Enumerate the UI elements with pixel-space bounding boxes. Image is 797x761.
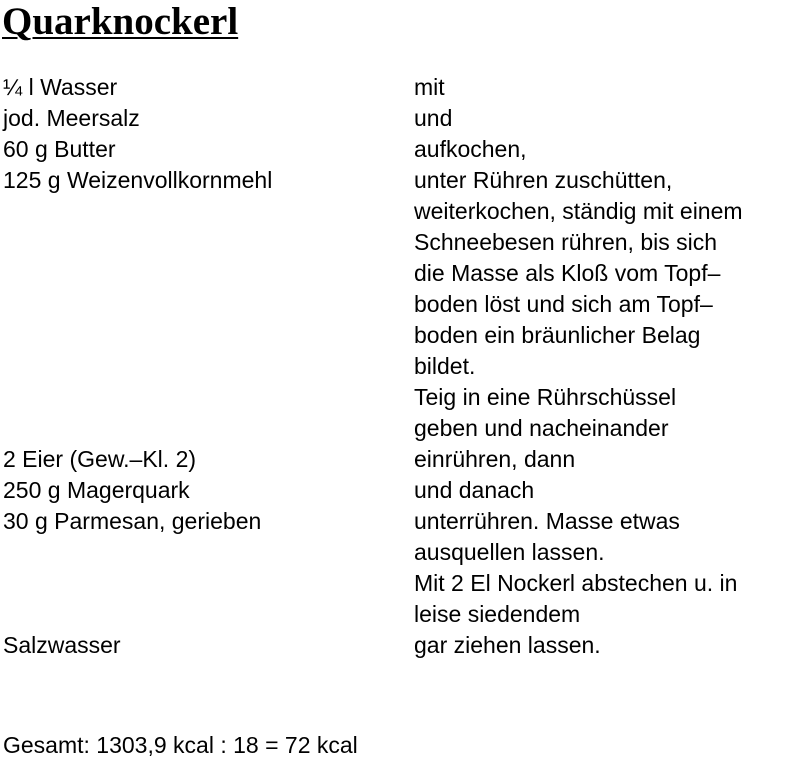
ingredient-cell	[0, 320, 414, 351]
recipe-row	[0, 475, 797, 506]
ingredient-cell	[0, 568, 414, 599]
ingredient-cell	[0, 351, 414, 382]
instruction-cell: und	[414, 105, 453, 131]
instruction-cell: gar ziehen lassen.	[414, 632, 601, 658]
instruction-cell: und danach	[414, 477, 535, 503]
ingredient-cell: ¼ l Wasser	[3, 74, 118, 100]
recipe-row	[0, 227, 797, 258]
instruction-cell: bildet.	[414, 353, 476, 379]
recipe-row	[0, 630, 797, 661]
instruction-cell: die Masse als Kloß vom Topf–	[414, 260, 721, 286]
ingredient-cell: 60 g Butter	[3, 136, 116, 162]
instruction-cell: geben und nacheinander	[414, 415, 669, 441]
instruction-cell: boden ein bräunlicher Belag	[414, 322, 701, 348]
instruction-cell: Teig in eine Rührschüssel	[414, 384, 677, 410]
recipe-title: Quarknockerl	[2, 0, 239, 43]
ingredient-cell	[0, 599, 414, 630]
ingredient-cell: 125 g Weizenvollkornmehl	[3, 167, 273, 193]
recipe-row	[0, 413, 797, 444]
ingredient-cell	[0, 382, 414, 413]
instruction-cell: einrühren, dann	[414, 446, 576, 472]
ingredient-cell: 30 g Parmesan, gerieben	[3, 508, 262, 534]
recipe-row	[0, 72, 797, 103]
ingredient-cell: 2 Eier (Gew.–Kl. 2)	[3, 446, 197, 472]
instruction-cell: weiterkochen, ständig mit einem	[414, 198, 743, 224]
instruction-cell: aufkochen,	[414, 136, 527, 162]
instruction-cell: unterrühren. Masse etwas	[414, 508, 680, 534]
ingredient-cell	[0, 413, 414, 444]
calorie-total: Gesamt: 1303,9 kcal : 18 = 72 kcal	[3, 732, 358, 758]
instruction-cell: Mit 2 El Nockerl abstechen u. in	[414, 570, 738, 596]
recipe-row	[0, 537, 797, 568]
instruction-cell: leise siedendem	[414, 601, 581, 627]
ingredient-cell: Salzwasser	[3, 632, 121, 658]
recipe-row	[0, 382, 797, 413]
ingredient-cell	[0, 227, 414, 258]
instruction-cell: mit	[414, 74, 445, 100]
instruction-cell: Schneebesen rühren, bis sich	[414, 229, 718, 255]
recipe-table	[0, 72, 797, 661]
recipe-row	[0, 258, 797, 289]
recipe-row	[0, 320, 797, 351]
ingredient-cell: jod. Meersalz	[3, 105, 140, 131]
ingredient-cell	[0, 289, 414, 320]
recipe-row	[0, 196, 797, 227]
ingredient-cell	[0, 258, 414, 289]
recipe-row	[0, 599, 797, 630]
recipe-row	[0, 351, 797, 382]
recipe-row	[0, 568, 797, 599]
recipe-row	[0, 506, 797, 537]
instruction-cell: ausquellen lassen.	[414, 539, 605, 565]
recipe-row	[0, 165, 797, 196]
ingredient-cell	[0, 537, 414, 568]
instruction-cell: unter Rühren zuschütten,	[414, 167, 673, 193]
recipe-row	[0, 444, 797, 475]
recipe-row	[0, 134, 797, 165]
ingredient-cell: 250 g Magerquark	[3, 477, 190, 503]
recipe-row	[0, 289, 797, 320]
instruction-cell: boden löst und sich am Topf–	[414, 291, 713, 317]
ingredient-cell	[0, 196, 414, 227]
recipe-row	[0, 103, 797, 134]
